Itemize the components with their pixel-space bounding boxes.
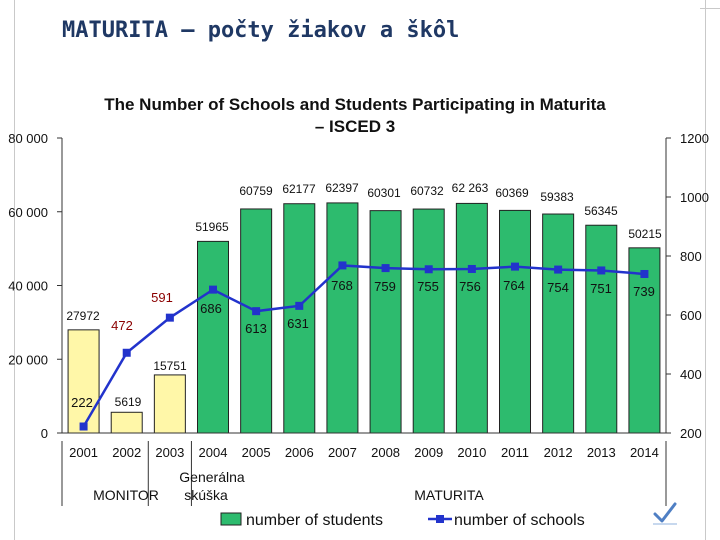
- legend: [221, 512, 585, 529]
- bar-label-2005: 60759: [239, 184, 273, 198]
- legend-schools-marker: [436, 515, 444, 523]
- schools-point-2014: [640, 270, 648, 278]
- line-label-2007: 768: [331, 278, 353, 293]
- schools-point-2012: [554, 266, 562, 274]
- legend-students-swatch: [221, 513, 241, 525]
- legend-students-label: number of students: [246, 512, 383, 529]
- group-label-monitor: MONITOR: [93, 487, 159, 503]
- bar-label-2004: 51965: [195, 220, 229, 234]
- bar-2010: [456, 203, 487, 433]
- schools-point-2005: [252, 307, 260, 315]
- x-tick-label-2010: 2010: [457, 445, 487, 460]
- x-tick-label-2001: 2001: [69, 445, 99, 460]
- y-left-axis: [8, 131, 62, 441]
- chart-title-line-2: – ISCED 3: [314, 117, 396, 136]
- bar-label-2006: 62177: [282, 182, 316, 196]
- x-tick-label-2002: 2002: [112, 445, 142, 460]
- line-label-2013: 751: [590, 281, 612, 296]
- bar-label-2001: 27972: [66, 309, 100, 323]
- y-right-tick-label: 800: [680, 249, 702, 264]
- bar-2011: [500, 210, 531, 433]
- bar-label-2008: 60301: [367, 186, 401, 200]
- bar-label-2010: 62 263: [451, 181, 489, 195]
- line-label-2004: 686: [200, 301, 222, 316]
- bar-2009: [413, 209, 444, 433]
- bar-2002: [111, 412, 142, 433]
- checkmark-icon: [652, 500, 678, 526]
- schools-point-2007: [338, 261, 346, 269]
- line-label-2011: 764: [503, 278, 525, 293]
- bar-2001: [68, 330, 99, 433]
- x-tick-label-2006: 2006: [284, 445, 314, 460]
- x-tick-label-2007: 2007: [327, 445, 357, 460]
- bar-label-2012: 59383: [540, 190, 574, 204]
- line-label-2001: 222: [71, 395, 93, 410]
- group-labels: [62, 441, 666, 506]
- schools-point-2004: [209, 286, 217, 294]
- schools-point-2001: [80, 423, 88, 431]
- bar-label-2003: 15751: [153, 359, 187, 373]
- x-tick-label-2012: 2012: [543, 445, 573, 460]
- line-label-2009: 755: [417, 279, 439, 294]
- group-label-generalna-line-2: skúška: [184, 487, 228, 503]
- bar-label-2011: 60369: [495, 186, 529, 200]
- line-label-2014: 739: [633, 284, 655, 299]
- bar-2004: [198, 241, 229, 433]
- x-tick-label-2005: 2005: [241, 445, 271, 460]
- line-label-2008: 759: [374, 279, 396, 294]
- y-right-tick-label: 400: [680, 367, 702, 382]
- schools-point-2011: [511, 263, 519, 271]
- schools-point-2003: [166, 314, 174, 322]
- bar-series: [68, 203, 660, 433]
- bar-2007: [327, 203, 358, 433]
- x-tick-label-2008: 2008: [371, 445, 401, 460]
- x-tick-label-2003: 2003: [155, 445, 185, 460]
- bar-label-2009: 60732: [410, 184, 444, 198]
- line-label-2010: 756: [459, 279, 481, 294]
- line-label-2006: 631: [287, 316, 309, 331]
- x-axis: [62, 433, 666, 460]
- y-right-tick-label: 200: [680, 426, 702, 441]
- bar-label-2014: 50215: [628, 227, 662, 241]
- bar-2008: [370, 211, 401, 433]
- bar-label-2002: 5619: [114, 395, 142, 409]
- y-left-tick-label: 40 000: [8, 278, 48, 294]
- y-right-tick-label: 600: [680, 308, 702, 323]
- x-tick-label-2013: 2013: [586, 445, 616, 460]
- line-label-2005: 613: [245, 321, 267, 336]
- schools-point-2006: [295, 302, 303, 310]
- group-label-generalna-line-1: Generálna: [179, 469, 245, 485]
- bar-2012: [543, 214, 574, 433]
- y-left-tick-label: 80 000: [8, 131, 48, 146]
- slide-title: MATURITA – počty žiakov a škôl: [62, 18, 460, 43]
- schools-point-2013: [597, 266, 605, 274]
- line-label-2002: 472: [111, 318, 133, 333]
- x-tick-label-2014: 2014: [629, 445, 659, 460]
- schools-point-2009: [425, 265, 433, 273]
- y-right-tick-label: 1200: [680, 131, 709, 146]
- x-tick-label-2004: 2004: [198, 445, 228, 460]
- legend-schools-label: number of schools: [454, 512, 585, 529]
- y-left-tick-label: 0: [40, 426, 48, 441]
- line-label-2012: 754: [547, 280, 569, 295]
- y-right-tick-label: 1000: [680, 190, 709, 205]
- bar-label-2007: 62397: [325, 181, 359, 195]
- y-left-tick-label: 20 000: [8, 352, 48, 368]
- x-tick-label-2011: 2011: [501, 445, 529, 460]
- group-label-maturita: MATURITA: [414, 487, 484, 503]
- line-label-2003: 591: [151, 290, 173, 305]
- chart-title-line-1: The Number of Schools and Students Participating in Maturita: [104, 95, 606, 114]
- schools-point-2002: [123, 349, 131, 357]
- chart-title: [104, 95, 606, 136]
- x-tick-label-2009: 2009: [414, 445, 444, 460]
- bar-2003: [154, 375, 185, 433]
- y-right-axis: [666, 131, 709, 441]
- bar-2013: [586, 225, 617, 433]
- schools-point-2010: [468, 265, 476, 273]
- schools-point-2008: [382, 264, 390, 272]
- y-left-tick-label: 60 000: [8, 204, 48, 220]
- bar-label-2013: 56345: [584, 204, 618, 218]
